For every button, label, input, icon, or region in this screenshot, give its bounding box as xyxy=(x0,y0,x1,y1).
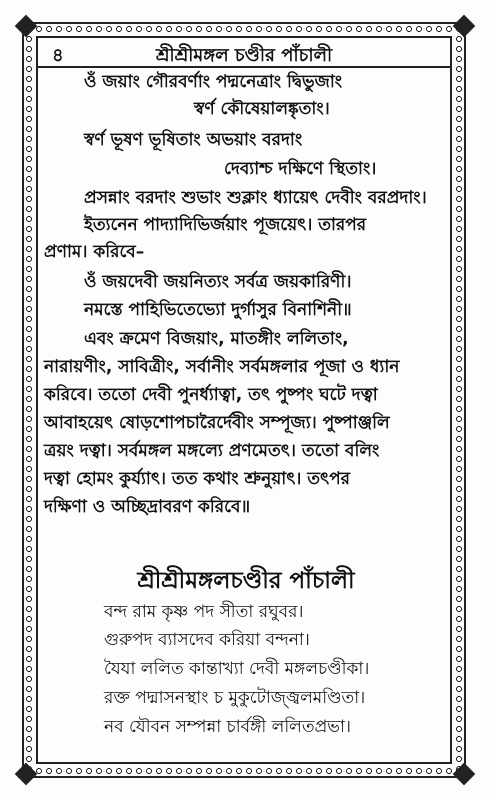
running-title: শ্রীশ্রীমঙ্গল চণ্ডীর পাঁচালী xyxy=(155,45,333,66)
text-line: নারায়ণীং, সাবিত্রীং, সর্বানীং সর্বমঙ্গলার পূজা ও ধ্যান xyxy=(44,357,400,377)
text-line: এবং ক্রমেণ বিজয়াং, মাতঙ্গীং ললিতাং, xyxy=(84,329,349,349)
page-number: ৪ xyxy=(52,45,64,66)
ornamental-border-top xyxy=(24,24,464,34)
text-line: দেব্যাশ্চ দক্ষিণে স্থিতাং। xyxy=(224,159,377,179)
text-line: ত্রয়ং দত্বা। সর্বমঙ্গল মঙ্গল্যে প্রণমেতৎ। ততো বলিং xyxy=(44,441,380,461)
text-line: দত্বা হোমং কুর্য্যাৎ। তত কথাং শ্রুনুয়াৎ। তৎপর xyxy=(44,469,351,489)
ornamental-border-bottom xyxy=(24,766,464,776)
text-line: ইত্যনেন পাদ্যাদিভির্জয়াং পূজয়েৎ। তারপর xyxy=(84,215,367,235)
text-line: স্বর্ণ ভূষণ ভূষিতাং অভয়াং বরদাং xyxy=(84,130,303,150)
text-line: করিবে। ততো দেবী পুনর্ধ্যাত্বা, তৎ পুষ্পং ঘটে দত্বা xyxy=(44,385,378,405)
verse-line: নব যৌবন সম্পন্না চার্বঙ্গী ললিতপ্রভা। xyxy=(104,717,351,737)
text-line: প্রণাম। করিবে– xyxy=(44,242,145,262)
text-line: আবাহয়েৎ ষোড়শোপচারৈর্দেবীং সম্পূজ্য। পুষ্পাঞ্জলি xyxy=(44,413,390,433)
page-header xyxy=(38,38,450,68)
verse-line: রক্ত পদ্মাসনস্থাং চ মুকুটোজ্জ্বলমণ্ডিতা। xyxy=(104,688,366,708)
verse-line: গুরুপদ ব্যাসদেব করিয়া বন্দনা। xyxy=(104,630,310,650)
section-title: শ্রীশ্রীমঙ্গলচণ্ডীর পাঁচালী xyxy=(137,568,355,594)
verse-line: যৈযা ললিত কান্তাখ্যা দেবী মঙ্গলচণ্ডীকা। xyxy=(104,659,370,679)
text-line: ওঁ জয়াং গৌরবর্ণাং পদ্মনেত্রাং দ্বিভুজাং xyxy=(84,72,343,92)
verse-line: বন্দ রাম কৃষ্ণ পদ সীতা রঘুবর। xyxy=(104,602,304,622)
text-line: স্বর্ণ কৌষেয়ালঙ্কৃতাং। xyxy=(194,99,330,119)
ornamental-border-right xyxy=(454,24,464,776)
text-line: দক্ষিণা ও অচ্ছিদ্রাবরণ করিবে॥ xyxy=(44,497,251,517)
text-line: ওঁ জয়দেবী জয়নিত্যং সর্বত্র জয়কারিণী। xyxy=(84,272,352,292)
ornamental-border-left xyxy=(24,24,34,776)
text-line: নমস্তে পাহিভিতেভ্যো দুর্গাসুর বিনাশিনী॥ xyxy=(84,300,352,320)
text-line: প্রসন্নাং বরদাং শুভাং শুক্লাং ধ্যায়েৎ দেবীং বরপ্রদাং। xyxy=(84,188,427,208)
